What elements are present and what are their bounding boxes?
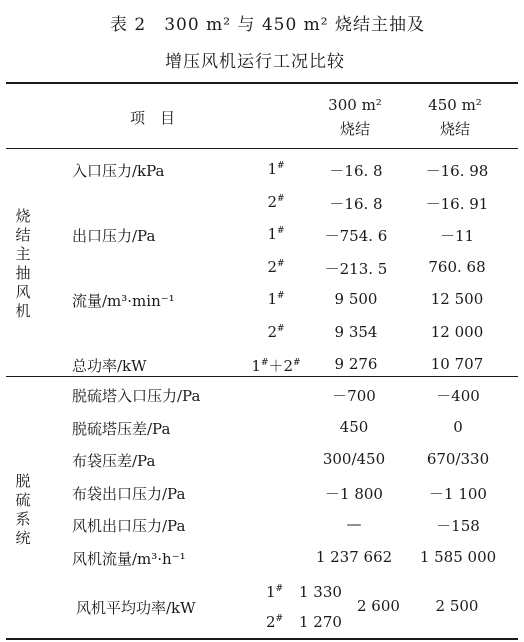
header-300-line2: 烧结 (339, 120, 370, 138)
row-300: －1 800 (325, 484, 383, 503)
row-450: 670/330 (426, 450, 490, 468)
row-unit: 2# (267, 322, 285, 341)
row-300: －16. 8 (329, 162, 383, 180)
row-450: 0 (453, 417, 463, 436)
header-450-line2: 烧结 (439, 120, 470, 138)
row-450: －16. 91 (425, 194, 489, 213)
row-300: －213. 5 (324, 259, 388, 278)
header-450-line1: 450 m² (428, 96, 482, 114)
table-caption-line2: 增压风机运行工况比较 (165, 52, 345, 72)
row-300: －700 (332, 387, 376, 405)
last-row-val1: 1 330 (299, 583, 342, 601)
row-300: 450 (339, 417, 369, 436)
header-rule (6, 148, 518, 149)
top-rule (6, 82, 518, 84)
row-unit: 2# (267, 192, 285, 211)
row-item: 流量/m³·min⁻¹ (72, 292, 175, 310)
last-row-300: 2 600 (357, 597, 400, 615)
row-450: －158 (436, 517, 480, 535)
group-divider-rule (6, 376, 518, 377)
row-item: 布袋压差/Pa (72, 452, 156, 470)
last-row-val2: 1 270 (299, 613, 342, 631)
row-450: －400 (436, 387, 480, 405)
row-450: －11 (439, 227, 475, 245)
row-item: 总功率/kW (72, 357, 147, 375)
row-300: －16. 8 (329, 194, 383, 213)
row-300: — (346, 515, 362, 533)
last-row-unit2: 2# (266, 613, 284, 631)
row-450: 12 500 (430, 290, 484, 308)
row-300: 300/450 (322, 450, 386, 468)
row-unit: 1# (267, 290, 285, 308)
row-item: 风机出口压力/Pa (72, 517, 186, 535)
row-item: 风机流量/m³·h⁻¹ (72, 549, 186, 568)
row-450: 760. 68 (428, 257, 486, 276)
bottom-rule (6, 638, 518, 640)
row-300: －754. 6 (324, 227, 388, 245)
last-row-item: 风机平均功率/kW (76, 599, 196, 617)
row-item: 脱硫塔入口压力/Pa (72, 387, 201, 405)
row-unit: 1#＋2# (251, 357, 301, 375)
row-300: 9 276 (334, 355, 378, 373)
row-300: 9 354 (334, 322, 378, 341)
row-item: 出口压力/Pa (72, 227, 156, 245)
group-label-sinter-fan: 烧 结 主 抽 风 机 (15, 207, 31, 320)
header-300-line1: 300 m² (328, 96, 382, 114)
row-300: 9 500 (334, 290, 378, 308)
row-450: －1 100 (429, 484, 487, 503)
row-item: 布袋出口压力/Pa (72, 484, 186, 503)
row-unit: 2# (267, 257, 285, 276)
table-caption-line1: 表 2 300 m² 与 450 m² 烧结主抽及 (110, 15, 426, 35)
row-unit: 1# (267, 160, 285, 178)
row-item: 脱硫塔压差/Pa (72, 419, 171, 438)
last-row-unit1: 1# (266, 583, 284, 601)
last-row-450: 2 500 (435, 597, 479, 615)
row-unit: 1# (267, 225, 285, 243)
row-450: 1 585 000 (419, 547, 497, 566)
row-300: 1 237 662 (315, 547, 393, 566)
row-450: 12 000 (430, 322, 484, 341)
row-item: 入口压力/kPa (72, 162, 165, 180)
row-450: －16. 98 (425, 162, 489, 180)
group-label-desulfurization: 脱 硫 系 统 (15, 472, 31, 547)
header-item: 项 目 (130, 109, 176, 127)
row-450: 10 707 (430, 355, 484, 373)
